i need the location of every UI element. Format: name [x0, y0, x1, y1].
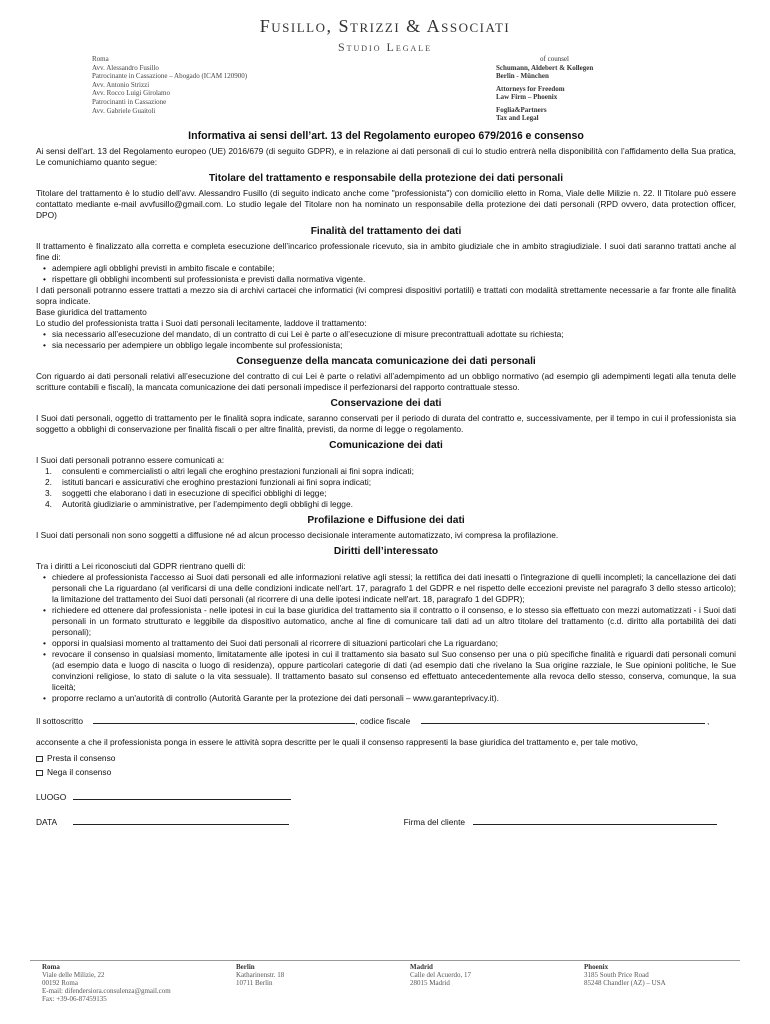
comunicazione-list — [36, 466, 736, 510]
diritti-paragraph: Tra i diritti a Lei riconosciuti dal GDPR rientrano quelli di: — [36, 561, 246, 571]
office-city: Phoenix — [584, 963, 609, 971]
titolare-paragraph: Titolare del trattamento è lo studio dell’avv. Alessandro Fusillo (di seguito indicato anche come "professionista") con domicilio eletto in Roma, Viale delle Milizie n. 22. Il Titolare può essere contattato mediante e-mail avvfusillo@gmail.com. Lo studio legale del Titolare non ha nominato un responsabile della protezione dei dati personali (RPD ovvero, data protection officer, DPO) — [36, 188, 736, 220]
list-item: • sia necessario all’esecuzione del mandato, di un contratto di cui Lei è parte o all’esecuzione di misure precontrattuali adottate su richiesta; — [36, 329, 736, 340]
list-item: • revocare il consenso in qualsiasi momento, limitatamente alle ipotesi in cui il trattamento sia basato sul Suo consenso per una o più specifiche finalità e riguardi dati personali comuni (ad esempio data e luogo di nascita o luogo di residenza), oppure particolari categorie di dati (ad esempio dati che rivelano la Sua origine razziale, le Sue opinioni politiche, le Sue convinzioni religiose, lo stato di salute o la vita sessuale). Il trattamento basato sul consenso ed effettuato antecedentemente alla revoca dello stesso, conserva, comunque, la sua liceità; — [36, 649, 736, 693]
office-line: 28015 Madrid — [410, 979, 450, 987]
of-counsel-line: Berlin - München — [496, 72, 549, 80]
list-text: Autorità giudiziarie o amministrative, per l’adempimento degli obblighi di legge. — [62, 499, 353, 509]
list-item — [36, 477, 736, 488]
office-line: 85248 Chandler (AZ) – USA — [584, 979, 666, 987]
checkbox-icon[interactable] — [36, 770, 43, 776]
office-city: Madrid — [410, 963, 433, 971]
date-signature-row — [36, 817, 736, 828]
checkbox-icon[interactable] — [36, 756, 43, 762]
finalita-paragraph: I dati personali potranno essere trattati a mezzo sia di archivi cartacei che informatici (ivi compresi dispositivi portatili) e trattati con modalità strettamente necessarie a far fronte alle finalità sopra indicate. — [36, 285, 736, 306]
document-title: Informativa ai sensi dell’art. 13 del Regolamento europeo 679/2016 e consenso — [188, 130, 584, 142]
comunicazione-paragraph: I Suoi dati personali potranno essere comunicati a: — [36, 455, 225, 465]
signer-row — [36, 716, 736, 727]
footer-office-berlin — [236, 963, 284, 987]
firm-subtitle: Studio Legale — [337, 40, 433, 54]
of-counsel-line: Attorneys for Freedom — [496, 84, 565, 93]
lawyer-line: Patrocinante in Cassazione – Abogado (ICAM 120900) — [92, 72, 248, 81]
office-line: Fax: +39-06-87459135 — [42, 995, 107, 1003]
office-line: 10711 Berlin — [236, 979, 273, 987]
section-heading-finalita: Finalità del trattamento dei dati — [310, 226, 462, 237]
list-item: • richiedere ed ottenere dal professionista - nelle ipotesi in cui la base giuridica del trattamento sia il contratto o il consenso, e lo stesso sia effettuato con mezzi automatizzati - i Suoi dati personali in un formato strutturato e leggibile da dispositivo automatico, anche al fine di comunicare tali dati ad un altro titolare del trattamento (c.d. diritto alla portabilità dei dati personali); — [36, 605, 736, 638]
of-counsel-line: Tax and Legal — [496, 114, 539, 122]
conservazione-paragraph: I Suoi dati personali, oggetto di trattamento per le finalità sopra indicate, saranno conservati per il periodo di durata del contratto e, successivamente, per il tempo in cui il professionista sia soggetto a obblighi di conservazione per finalità fiscali o per altre finalità, previsti, da norme di legge o regolamento. — [36, 413, 736, 434]
date-label: DATA — [36, 817, 57, 827]
fiscal-code-field[interactable] — [421, 716, 705, 724]
office-line: 00192 Roma — [42, 979, 78, 987]
list-item: • sia necessario per adempiere un obbligo legale incombente sul professionista; — [36, 340, 736, 351]
list-item: • rispettare gli obblighi incombenti sul professionista e previsti dalla normativa vigente. — [36, 274, 736, 285]
lawyer-line: Avv. Antonio Strizzi — [92, 80, 150, 89]
list-text: consulenti e commercialisti o altri legali che eroghino prestazioni funzionali ai fini sopra indicati; — [62, 466, 414, 476]
consent-option-label: Nega il consenso — [47, 767, 112, 777]
consent-option-yes[interactable] — [36, 753, 736, 764]
list-item: • adempiere agli obblighi previsti in ambito fiscale e contabile; — [36, 263, 736, 274]
intro-paragraph: Ai sensi dell’art. 13 del Regolamento europeo (UE) 2016/679 (di seguito GDPR), e in relazione ai dati personali di cui lo studio entrerà nella disponibilità con l’affidamento della Sua pratica, Le comunichiamo quanto segue: — [36, 146, 736, 167]
lawyer-line: Roma — [92, 55, 109, 63]
footer-office-phoenix — [584, 963, 666, 987]
office-city: Berlin — [236, 963, 255, 971]
signer-label: Il sottoscritto — [36, 716, 84, 726]
of-counsel-line: Schumann, Aldebert & Kollegen — [496, 63, 594, 72]
fiscal-code-label: , codice fiscale — [355, 716, 411, 726]
consent-form — [36, 716, 736, 828]
date-field[interactable] — [73, 817, 289, 825]
consent-paragraph: acconsente a che il professionista ponga in essere le attività sopra descritte per le quali il consenso rappresenti la base giuridica del trattamento e, per tale motivo, — [36, 737, 638, 747]
signer-row-trailing: , — [706, 716, 710, 726]
list-number: 2. — [45, 477, 52, 487]
document-body — [36, 130, 736, 828]
office-line: Katharinenstr. 18 — [236, 971, 285, 979]
list-number: 1. — [45, 466, 52, 476]
place-field[interactable] — [73, 792, 291, 800]
of-counsel-list — [496, 55, 593, 123]
base-giuridica-label: Base giuridica del trattamento — [36, 307, 147, 317]
list-item: • opporsi in qualsiasi momento al trattamento dei Suoi dati personali al ricorrere di situazioni particolari che La riguardano; — [36, 638, 736, 649]
office-email[interactable]: E-mail: difendersiora.consulenza@gmail.com — [42, 987, 171, 995]
list-number: 3. — [45, 488, 52, 498]
section-heading-profilazione: Profilazione e Diffusione dei dati — [307, 515, 465, 526]
signature-field[interactable] — [473, 817, 717, 825]
list-text: istituti bancari e assicurativi che eroghino prestazioni funzionali ai fini sopra indicati; — [62, 477, 372, 487]
list-item: • chiedere al professionista l'accesso ai Suoi dati personali ed alle informazioni relative agli stessi; la rettifica dei dati inesatti o l'integrazione di quelli incompleti; la cancellazione dei dati personali che La riguardano (al verificarsi di una delle condizioni indicate nell'art. 17, paragrafo 1 del GDPR e nel rispetto delle eccezioni previste nel paragrafo 3 dello stesso articolo); la limitazione del trattamento dei Suoi dati personali (al ricorrere di una delle ipotesi indicate nell'art. 18, paragrafo 1 del GDPR); — [36, 572, 736, 605]
place-label: LUOGO — [36, 792, 67, 802]
firm-name: Fusillo, Strizzi & Associati — [259, 16, 511, 36]
footer-divider — [30, 960, 740, 961]
consent-option-no[interactable] — [36, 767, 736, 778]
list-text: soggetti che elaborano i dati in esecuzione di specifici obblighi di legge; — [62, 488, 327, 498]
list-number: 4. — [45, 499, 52, 509]
section-heading-comunicazione: Comunicazione dei dati — [329, 440, 443, 451]
lawyer-line: Avv. Alessandro Fusillo — [92, 63, 159, 72]
signature-label: Firma del cliente — [403, 817, 466, 827]
place-row — [36, 792, 736, 803]
office-line: 3185 South Price Road — [584, 971, 649, 979]
of-counsel-line: Foglia&Partners — [496, 105, 547, 114]
finalita-paragraph: Il trattamento è finalizzato alla corretta e completa esecuzione dell’incarico professionale ricevuto, sia in ambito giudiziale che in ambito stragiudiziale. I suoi dati saranno trattati anche al fine di: — [36, 241, 736, 262]
list-item — [36, 488, 736, 499]
list-item — [36, 499, 736, 510]
diritti-bullets — [36, 572, 736, 704]
finalita-bullets — [36, 263, 736, 285]
section-heading-conseguenze: Conseguenze della mancata comunicazione dei dati personali — [236, 356, 536, 367]
list-item: • proporre reclamo a un'autorità di controllo (Autorità Garante per la protezione dei dati personali – www.garanteprivacy.it). — [36, 693, 736, 704]
list-item — [36, 466, 736, 477]
base-giuridica-bullets — [36, 329, 736, 351]
finalita-paragraph: Lo studio del professionista tratta i Suoi dati personali lecitamente, laddove il trattamento: — [36, 318, 367, 328]
profilazione-paragraph: I Suoi dati personali non sono soggetti a diffusione né ad alcun processo decisionale interamente automatizzato, ivi compresa la profilazione. — [36, 530, 559, 540]
lawyer-line: Avv. Gabriele Guaitoli — [92, 106, 156, 115]
section-heading-diritti: Diritti dell’interessato — [333, 546, 439, 557]
section-heading-titolare: Titolare del trattamento e responsabile della protezione dei dati personali — [208, 173, 564, 184]
office-line: Viale delle Milizie, 22 — [42, 971, 105, 979]
office-line: Calle del Acuerdo, 17 — [410, 971, 472, 979]
footer-office-roma — [42, 963, 171, 1003]
signer-name-field[interactable] — [93, 716, 355, 724]
of-counsel-label: of counsel — [540, 55, 569, 63]
lawyer-line: Patrocinanti in Cassazione — [92, 97, 167, 106]
conseguenze-paragraph: Con riguardo ai dati personali relativi all’esecuzione del contratto di cui Lei è parte o relativi all’adempimento ad un obbligo normativo (ad esempio gli adempimenti legati alla tenuta delle scritture contabili e fiscali), la mancata comunicazione dei dati personali impedisce il perfezionarsi del rapporto contrattuale stesso. — [36, 371, 736, 392]
footer-office-madrid — [410, 963, 471, 987]
consent-option-label: Presta il consenso — [47, 753, 116, 763]
of-counsel-line: Law Firm – Phoenix — [496, 93, 558, 101]
lawyer-list — [92, 55, 247, 115]
lawyer-line: Avv. Rocco Luigi Girolamo — [92, 89, 170, 98]
office-city: Roma — [42, 963, 60, 971]
section-heading-conservazione: Conservazione dei dati — [330, 398, 442, 409]
